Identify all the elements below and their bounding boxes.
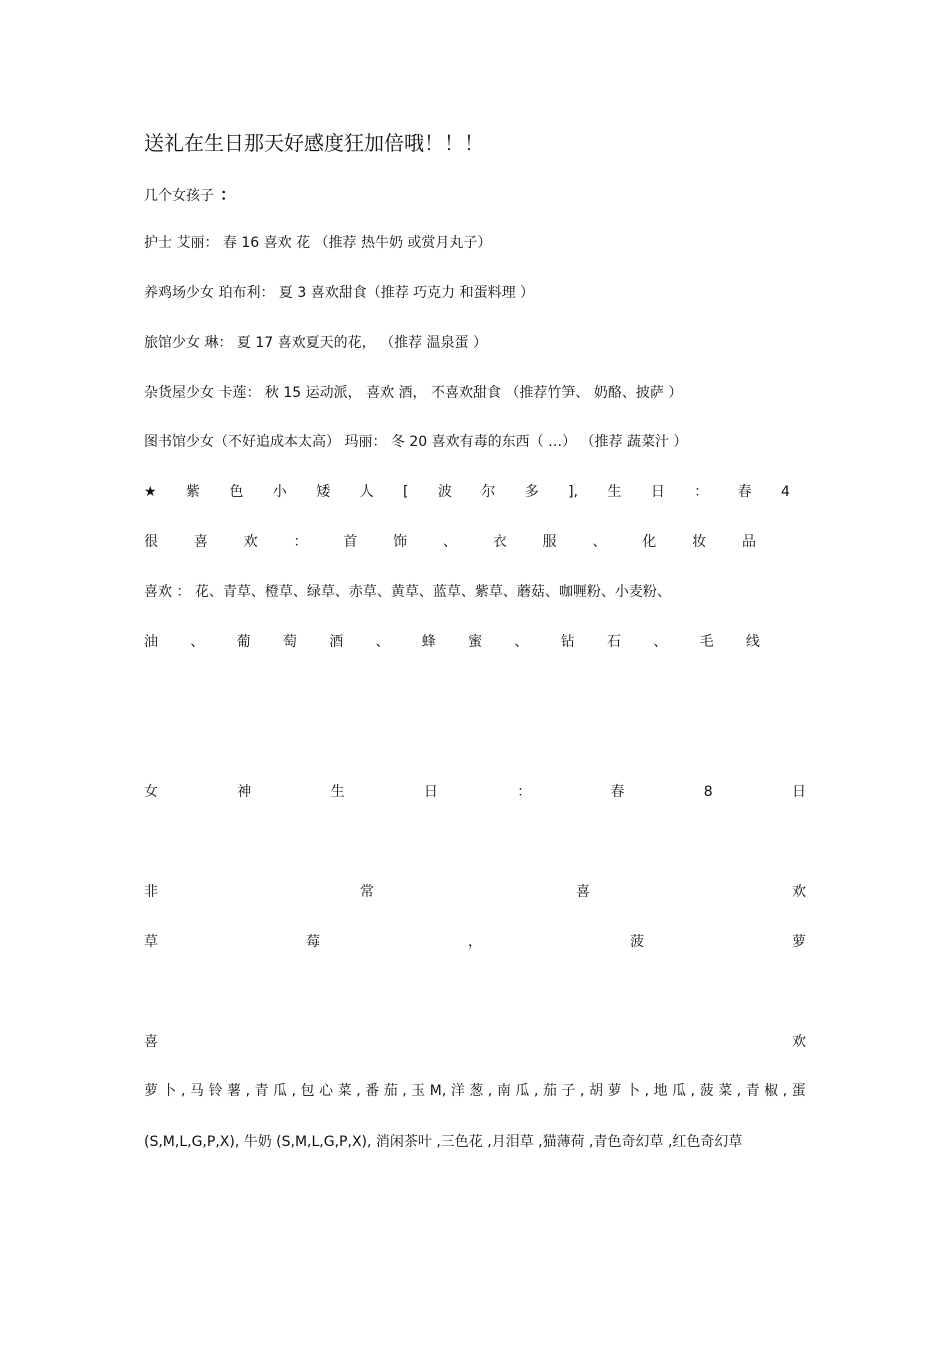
text-char: 女 <box>144 784 158 800</box>
text-char: 欢 <box>792 1034 806 1050</box>
girl-entry-lin: 旅馆少女 琳： 夏 17 喜欢夏天的花， （推荐 温泉蛋 ） <box>144 335 487 351</box>
girls-heading-colon: ： <box>220 185 237 204</box>
text-char: 常 <box>360 884 374 900</box>
text-char: 石 <box>606 634 621 650</box>
text-char: 妆 <box>692 534 707 550</box>
purple-dwarf-likes-line: 喜欢 ： 花、青草、橙草、绿草、赤草、黄草、蓝草、紫草、蘑菇、咖喱粉、小麦粉、 <box>144 584 671 600</box>
text-char: 喜 <box>144 1034 158 1050</box>
text-char: 草 <box>144 934 158 950</box>
goddess-like-heading <box>144 1033 806 1051</box>
text-char: 萝 <box>792 934 806 950</box>
text-char: 服 <box>542 534 557 550</box>
text-char: ： <box>694 484 709 500</box>
star-icon: ★ <box>144 484 157 500</box>
text-char: 酒 <box>329 634 344 650</box>
text-char: 春 <box>737 484 752 500</box>
text-char: 很 <box>144 534 158 550</box>
text-char: 钻 <box>560 634 575 650</box>
goddess-like-items-line2: (S,M,L,G,P,X), 牛奶 (S,M,L,G,P,X), 消闲茶叶 ,三色花 ,月泪草 ,猫薄荷 ,青色奇幻草 ,红色奇幻草 <box>144 1134 743 1150</box>
text-char: 莓 <box>306 934 320 950</box>
girl-entry-karen: 杂货屋少女 卡莲： 秋 15 运动派， 喜欢 酒， 不喜欢甜食 （推荐竹笋、 奶酪、披萨 ） <box>144 385 683 401</box>
purple-dwarf-birthday-line <box>144 483 790 501</box>
girl-entry-mary: 图书馆少女（不好追成本太高） 玛丽： 冬 20 喜欢有毒的东西（ …） （推荐 蔬菜汁 ） <box>144 434 688 450</box>
text-char: 神 <box>237 784 252 800</box>
text-char: 生 <box>607 484 622 500</box>
text-char: 油 <box>144 634 158 650</box>
text-char: 喜 <box>193 534 208 550</box>
text-char: 多 <box>524 484 539 500</box>
text-char: 欢 <box>243 534 258 550</box>
text-char: 萄 <box>282 634 297 650</box>
text-char: 首 <box>343 534 358 550</box>
text-char: 线 <box>745 634 760 650</box>
text-char: 小 <box>272 484 287 500</box>
goddess-birthday-line <box>144 783 806 801</box>
text-char: 波 <box>437 484 452 500</box>
text-char: 、 <box>514 634 529 650</box>
text-char: 矮 <box>316 484 331 500</box>
text-char: 8 <box>703 784 713 800</box>
text-char: 生 <box>330 784 345 800</box>
text-char: 、 <box>375 634 390 650</box>
text-char: 蜜 <box>468 634 483 650</box>
text-char: 春 <box>610 784 625 800</box>
text-char: 尔 <box>481 484 496 500</box>
text-char: 菠 <box>630 934 644 950</box>
text-char: 蜂 <box>421 634 436 650</box>
text-char: 欢 <box>792 884 806 900</box>
text-char: ： <box>293 534 308 550</box>
goddess-like-items-line1: 萝 卜 , 马 铃 薯 , 青 瓜 , 包 心 菜 , 番 茄 , 玉 M, 洋 葱 , 南 瓜 , 茄 子 , 胡 萝 卜 , 地 瓜 , 菠 菜 , 青 椒 , 蛋 <box>144 1083 806 1099</box>
text-char: 紫 <box>185 484 200 500</box>
text-char: 品 <box>741 534 756 550</box>
text-char: 4 <box>781 484 790 500</box>
text-char: 毛 <box>699 634 714 650</box>
text-char: 衣 <box>492 534 507 550</box>
text-char: 喜 <box>576 884 590 900</box>
text-char: 、 <box>592 534 607 550</box>
text-char: 饰 <box>393 534 408 550</box>
text-char: 、 <box>190 634 205 650</box>
text-char: 日 <box>792 784 806 800</box>
girls-heading-text: 几个女孩子 <box>144 188 214 204</box>
purple-dwarf-loves-line <box>144 533 756 551</box>
goddess-love-heading <box>144 883 806 901</box>
text-char: 日 <box>650 484 665 500</box>
girls-heading <box>144 186 236 205</box>
goddess-love-items <box>144 933 806 951</box>
girl-entry-ellie: 护士 艾丽： 春 16 喜欢 花 （推荐 热牛奶 或赏月丸子） <box>144 235 492 251</box>
text-char: 色 <box>229 484 244 500</box>
girl-entry-popuri: 养鸡场少女 珀布利： 夏 3 喜欢甜食（推荐 巧克力 和蛋料理 ） <box>144 285 535 301</box>
text-char: 、 <box>653 634 668 650</box>
purple-dwarf-likes-cont-line <box>144 633 760 651</box>
text-char: 非 <box>144 884 158 900</box>
text-char: ： <box>517 784 532 800</box>
text-char: 人 <box>359 484 374 500</box>
text-char: 化 <box>642 534 657 550</box>
text-char: 日 <box>423 784 438 800</box>
page-title: 送礼在生日那天好感度狂加倍哦！！！ <box>144 131 484 155</box>
text-char: ], <box>568 484 579 500</box>
text-char: 、 <box>442 534 457 550</box>
text-char: [ <box>403 484 409 500</box>
text-char: 葡 <box>236 634 251 650</box>
text-char: ， <box>468 934 482 950</box>
